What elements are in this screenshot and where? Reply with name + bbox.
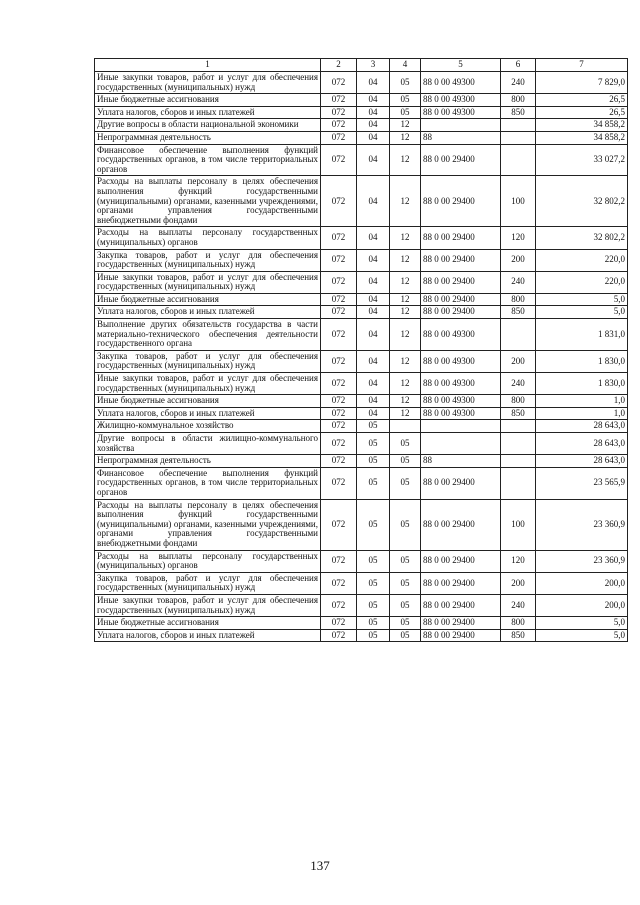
amount: 5,0 xyxy=(536,293,628,306)
expense-type-code: 240 xyxy=(501,271,536,293)
amount: 5,0 xyxy=(536,629,628,642)
target-article-code: 88 xyxy=(421,455,501,468)
expense-type-code: 800 xyxy=(501,395,536,408)
table-row xyxy=(95,420,628,433)
expense-type-code: 120 xyxy=(501,550,536,572)
section-code: 05 xyxy=(357,499,390,550)
amount: 220,0 xyxy=(536,249,628,271)
row-description: Закупка товаров, работ и услуг для обеспечения государственных (муниципальных) нужд xyxy=(95,350,321,372)
ministry-code: 072 xyxy=(321,119,357,132)
table-row xyxy=(95,373,628,395)
amount: 32 802,2 xyxy=(536,227,628,249)
target-article-code: 88 0 00 29400 xyxy=(421,572,501,594)
table-row xyxy=(95,176,628,227)
subsection-code: 05 xyxy=(390,72,421,94)
row-description: Расходы на выплаты персоналу в целях обеспечения выполнения функций государственными (муниципальными) органами, казенными учреждениями, органами управления государственными внебюджетными фондами xyxy=(95,176,321,227)
table-row xyxy=(95,433,628,455)
section-code: 04 xyxy=(357,106,390,119)
section-code: 04 xyxy=(357,407,390,420)
ministry-code: 072 xyxy=(321,433,357,455)
table-row xyxy=(95,617,628,630)
amount: 1,0 xyxy=(536,395,628,408)
section-code: 04 xyxy=(357,293,390,306)
subsection-code: 12 xyxy=(390,176,421,227)
expense-type-code: 800 xyxy=(501,94,536,107)
subsection-code: 05 xyxy=(390,594,421,616)
amount: 1,0 xyxy=(536,407,628,420)
expense-type-code xyxy=(501,319,536,351)
table-row xyxy=(95,319,628,351)
ministry-code: 072 xyxy=(321,407,357,420)
target-article-code: 88 0 00 29400 xyxy=(421,306,501,319)
column-header-4: 4 xyxy=(390,59,421,72)
column-header-1: 1 xyxy=(95,59,321,72)
subsection-code: 05 xyxy=(390,106,421,119)
table-row xyxy=(95,550,628,572)
target-article-code: 88 0 00 29400 xyxy=(421,617,501,630)
row-description: Закупка товаров, работ и услуг для обеспечения государственных (муниципальных) нужд xyxy=(95,249,321,271)
expense-type-code xyxy=(501,420,536,433)
expense-type-code: 850 xyxy=(501,629,536,642)
section-code: 05 xyxy=(357,594,390,616)
subsection-code: 12 xyxy=(390,306,421,319)
table-row xyxy=(95,249,628,271)
expense-type-code: 200 xyxy=(501,350,536,372)
table-row xyxy=(95,350,628,372)
page-number: 137 xyxy=(310,858,330,873)
table-row xyxy=(95,119,628,132)
ministry-code: 072 xyxy=(321,176,357,227)
row-description: Другие вопросы в области национальной экономики xyxy=(95,119,321,132)
row-description: Финансовое обеспечение выполнения функций государственных органов, в том числе территориальных органов xyxy=(95,467,321,499)
section-code: 04 xyxy=(357,72,390,94)
row-description: Иные бюджетные ассигнования xyxy=(95,293,321,306)
row-description: Непрограммная деятельность xyxy=(95,131,321,144)
table-row xyxy=(95,271,628,293)
expense-type-code: 800 xyxy=(501,293,536,306)
expense-type-code: 200 xyxy=(501,249,536,271)
subsection-code: 12 xyxy=(390,373,421,395)
amount: 28 643,0 xyxy=(536,455,628,468)
amount: 23 360,9 xyxy=(536,550,628,572)
section-code: 05 xyxy=(357,433,390,455)
amount: 1 830,0 xyxy=(536,373,628,395)
section-code: 05 xyxy=(357,550,390,572)
subsection-code: 05 xyxy=(390,433,421,455)
expense-type-code xyxy=(501,433,536,455)
row-description: Непрограммная деятельность xyxy=(95,455,321,468)
subsection-code: 12 xyxy=(390,131,421,144)
row-description: Финансовое обеспечение выполнения функций государственных органов, в том числе территориальных органов xyxy=(95,144,321,176)
expense-type-code: 850 xyxy=(501,106,536,119)
column-header-3: 3 xyxy=(357,59,390,72)
section-code: 04 xyxy=(357,373,390,395)
subsection-code: 12 xyxy=(390,319,421,351)
section-code: 05 xyxy=(357,617,390,630)
target-article-code: 88 0 00 29400 xyxy=(421,271,501,293)
expense-type-code: 100 xyxy=(501,499,536,550)
section-code: 04 xyxy=(357,94,390,107)
ministry-code: 072 xyxy=(321,395,357,408)
ministry-code: 072 xyxy=(321,572,357,594)
subsection-code: 05 xyxy=(390,467,421,499)
row-description: Иные закупки товаров, работ и услуг для обеспечения государственных (муниципальных) нужд xyxy=(95,594,321,616)
section-code: 05 xyxy=(357,629,390,642)
target-article-code: 88 0 00 49300 xyxy=(421,373,501,395)
subsection-code: 05 xyxy=(390,455,421,468)
table-row xyxy=(95,455,628,468)
ministry-code: 072 xyxy=(321,594,357,616)
table-row xyxy=(95,306,628,319)
table-row xyxy=(95,72,628,94)
subsection-code: 05 xyxy=(390,499,421,550)
ministry-code: 072 xyxy=(321,106,357,119)
expense-type-code: 200 xyxy=(501,572,536,594)
subsection-code: 05 xyxy=(390,617,421,630)
row-description: Уплата налогов, сборов и иных платежей xyxy=(95,629,321,642)
row-description: Жилищно-коммунальное хозяйство xyxy=(95,420,321,433)
subsection-code: 12 xyxy=(390,271,421,293)
target-article-code: 88 0 00 29400 xyxy=(421,550,501,572)
amount: 28 643,0 xyxy=(536,433,628,455)
target-article-code: 88 0 00 29400 xyxy=(421,467,501,499)
expense-type-code: 240 xyxy=(501,72,536,94)
row-description: Расходы на выплаты персоналу государственных (муниципальных) органов xyxy=(95,550,321,572)
ministry-code: 072 xyxy=(321,455,357,468)
ministry-code: 072 xyxy=(321,420,357,433)
table-row xyxy=(95,227,628,249)
table-row xyxy=(95,629,628,642)
target-article-code xyxy=(421,433,501,455)
header-row xyxy=(95,59,628,72)
ministry-code: 072 xyxy=(321,249,357,271)
expense-type-code: 800 xyxy=(501,617,536,630)
ministry-code: 072 xyxy=(321,227,357,249)
row-description: Другие вопросы в области жилищно-коммунального хозяйства xyxy=(95,433,321,455)
row-description: Иные бюджетные ассигнования xyxy=(95,395,321,408)
ministry-code: 072 xyxy=(321,293,357,306)
section-code: 05 xyxy=(357,572,390,594)
target-article-code: 88 0 00 29400 xyxy=(421,293,501,306)
row-description: Уплата налогов, сборов и иных платежей xyxy=(95,407,321,420)
section-code: 04 xyxy=(357,395,390,408)
row-description: Уплата налогов, сборов и иных платежей xyxy=(95,106,321,119)
row-description: Иные бюджетные ассигнования xyxy=(95,94,321,107)
row-description: Иные закупки товаров, работ и услуг для обеспечения государственных (муниципальных) нужд xyxy=(95,373,321,395)
table-row xyxy=(95,293,628,306)
target-article-code: 88 0 00 49300 xyxy=(421,72,501,94)
ministry-code: 072 xyxy=(321,319,357,351)
section-code: 04 xyxy=(357,306,390,319)
target-article-code: 88 xyxy=(421,131,501,144)
column-header-2: 2 xyxy=(321,59,357,72)
section-code: 04 xyxy=(357,176,390,227)
expense-type-code: 240 xyxy=(501,373,536,395)
ministry-code: 072 xyxy=(321,306,357,319)
expense-type-code: 240 xyxy=(501,594,536,616)
table-row xyxy=(95,106,628,119)
subsection-code: 12 xyxy=(390,293,421,306)
section-code: 04 xyxy=(357,319,390,351)
table-row xyxy=(95,467,628,499)
section-code: 05 xyxy=(357,455,390,468)
amount: 23 360,9 xyxy=(536,499,628,550)
section-code: 04 xyxy=(357,131,390,144)
budget-table xyxy=(94,58,628,642)
expense-type-code xyxy=(501,467,536,499)
row-description: Расходы на выплаты персоналу государственных (муниципальных) органов xyxy=(95,227,321,249)
target-article-code: 88 0 00 49300 xyxy=(421,395,501,408)
target-article-code: 88 0 00 49300 xyxy=(421,319,501,351)
amount: 1 831,0 xyxy=(536,319,628,351)
amount: 33 027,2 xyxy=(536,144,628,176)
section-code: 05 xyxy=(357,420,390,433)
amount: 26,5 xyxy=(536,106,628,119)
table-row xyxy=(95,572,628,594)
target-article-code: 88 0 00 49300 xyxy=(421,350,501,372)
ministry-code: 072 xyxy=(321,72,357,94)
expense-type-code xyxy=(501,131,536,144)
target-article-code: 88 0 00 29400 xyxy=(421,594,501,616)
row-description: Уплата налогов, сборов и иных платежей xyxy=(95,306,321,319)
target-article-code: 88 0 00 29400 xyxy=(421,629,501,642)
ministry-code: 072 xyxy=(321,271,357,293)
amount: 26,5 xyxy=(536,94,628,107)
section-code: 04 xyxy=(357,119,390,132)
subsection-code: 05 xyxy=(390,94,421,107)
target-article-code: 88 0 00 29400 xyxy=(421,176,501,227)
subsection-code: 12 xyxy=(390,249,421,271)
ministry-code: 072 xyxy=(321,144,357,176)
ministry-code: 072 xyxy=(321,373,357,395)
ministry-code: 072 xyxy=(321,550,357,572)
subsection-code: 12 xyxy=(390,407,421,420)
amount: 32 802,2 xyxy=(536,176,628,227)
section-code: 04 xyxy=(357,271,390,293)
ministry-code: 072 xyxy=(321,131,357,144)
column-header-7: 7 xyxy=(536,59,628,72)
ministry-code: 072 xyxy=(321,467,357,499)
subsection-code: 05 xyxy=(390,629,421,642)
subsection-code: 12 xyxy=(390,395,421,408)
ministry-code: 072 xyxy=(321,499,357,550)
expense-type-code xyxy=(501,455,536,468)
expense-type-code: 120 xyxy=(501,227,536,249)
row-description: Иные бюджетные ассигнования xyxy=(95,617,321,630)
table-row xyxy=(95,499,628,550)
table-row xyxy=(95,594,628,616)
amount: 200,0 xyxy=(536,594,628,616)
target-article-code: 88 0 00 49300 xyxy=(421,94,501,107)
subsection-code: 05 xyxy=(390,572,421,594)
target-article-code xyxy=(421,420,501,433)
row-description: Иные закупки товаров, работ и услуг для обеспечения государственных (муниципальных) нужд xyxy=(95,72,321,94)
subsection-code: 12 xyxy=(390,350,421,372)
subsection-code: 05 xyxy=(390,550,421,572)
table-row xyxy=(95,94,628,107)
amount: 5,0 xyxy=(536,306,628,319)
expense-type-code xyxy=(501,119,536,132)
table-body xyxy=(95,72,628,642)
target-article-code: 88 0 00 29400 xyxy=(421,499,501,550)
target-article-code: 88 0 00 49300 xyxy=(421,106,501,119)
target-article-code xyxy=(421,119,501,132)
section-code: 04 xyxy=(357,350,390,372)
section-code: 04 xyxy=(357,227,390,249)
amount: 220,0 xyxy=(536,271,628,293)
row-description: Выполнение других обязательств государства в части материально-технического обеспечения деятельности государственного органа xyxy=(95,319,321,351)
row-description: Закупка товаров, работ и услуг для обеспечения государственных (муниципальных) нужд xyxy=(95,572,321,594)
table-row xyxy=(95,395,628,408)
expense-type-code: 850 xyxy=(501,407,536,420)
table-row xyxy=(95,131,628,144)
section-code: 04 xyxy=(357,249,390,271)
ministry-code: 072 xyxy=(321,350,357,372)
amount: 7 829,0 xyxy=(536,72,628,94)
section-code: 05 xyxy=(357,467,390,499)
target-article-code: 88 0 00 29400 xyxy=(421,144,501,176)
amount: 34 858,2 xyxy=(536,119,628,132)
target-article-code: 88 0 00 29400 xyxy=(421,227,501,249)
expense-type-code xyxy=(501,144,536,176)
row-description: Расходы на выплаты персоналу в целях обеспечения выполнения функций государственными (муниципальными) органами, казенными учреждениями, органами управления государственными внебюджетными фондами xyxy=(95,499,321,550)
row-description: Иные закупки товаров, работ и услуг для обеспечения государственных (муниципальных) нужд xyxy=(95,271,321,293)
ministry-code: 072 xyxy=(321,629,357,642)
table-row xyxy=(95,407,628,420)
subsection-code: 12 xyxy=(390,227,421,249)
column-header-5: 5 xyxy=(421,59,501,72)
amount: 28 643,0 xyxy=(536,420,628,433)
table-row xyxy=(95,144,628,176)
section-code: 04 xyxy=(357,144,390,176)
ministry-code: 072 xyxy=(321,94,357,107)
amount: 5,0 xyxy=(536,617,628,630)
amount: 1 830,0 xyxy=(536,350,628,372)
target-article-code: 88 0 00 29400 xyxy=(421,249,501,271)
target-article-code: 88 0 00 49300 xyxy=(421,407,501,420)
ministry-code: 072 xyxy=(321,617,357,630)
expense-type-code: 100 xyxy=(501,176,536,227)
subsection-code: 12 xyxy=(390,119,421,132)
amount: 23 565,9 xyxy=(536,467,628,499)
subsection-code: 12 xyxy=(390,144,421,176)
expense-type-code: 850 xyxy=(501,306,536,319)
amount: 200,0 xyxy=(536,572,628,594)
amount: 34 858,2 xyxy=(536,131,628,144)
subsection-code xyxy=(390,420,421,433)
column-header-6: 6 xyxy=(501,59,536,72)
